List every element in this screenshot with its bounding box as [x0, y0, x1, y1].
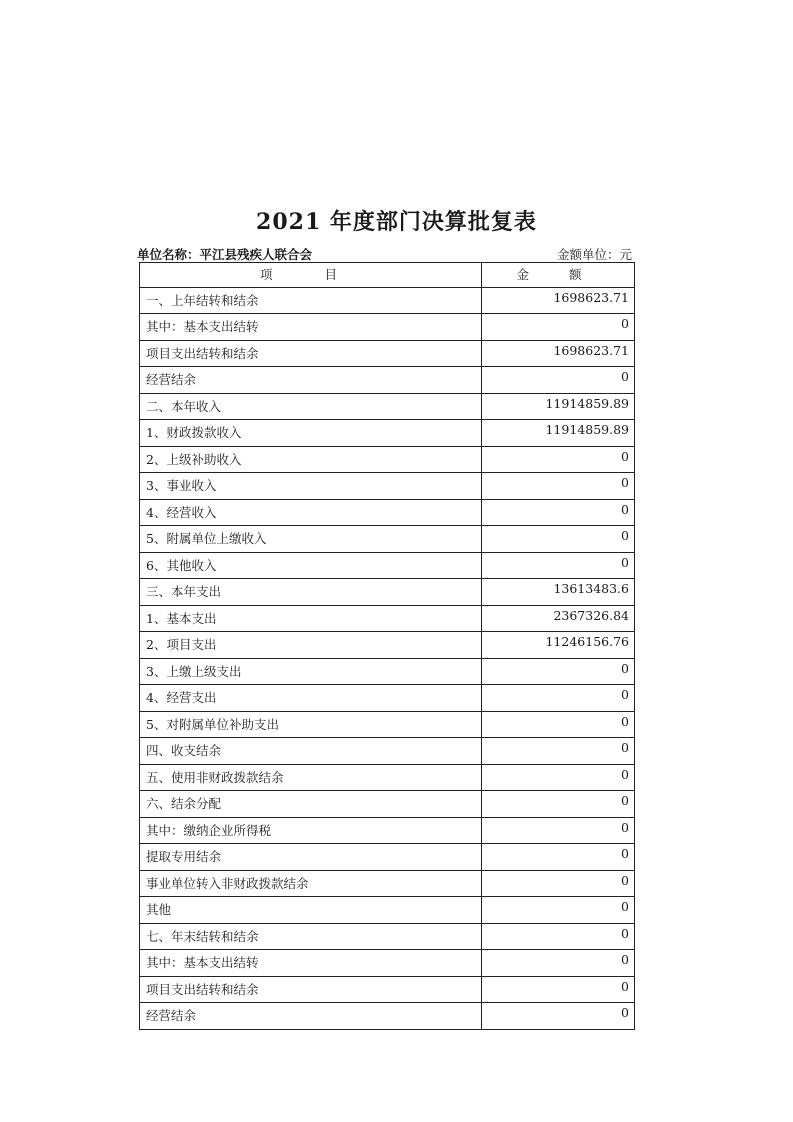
row-amount-value: 0 [482, 446, 635, 473]
row-item-label: 其他 [140, 897, 482, 924]
unit-name-label: 单位名称：平江县残疾人联合会 [137, 247, 313, 262]
row-item-label: 1、财政拨款收入 [140, 420, 482, 447]
table-row [140, 499, 635, 526]
table-header-row [140, 263, 635, 288]
row-amount-value: 11246156.76 [482, 632, 635, 659]
row-item-label: 3、事业收入 [140, 473, 482, 500]
row-amount-value: 0 [482, 552, 635, 579]
row-item-label: 其中：基本支出结转 [140, 314, 482, 341]
row-amount-value: 13613483.6 [482, 579, 635, 606]
row-amount-value: 0 [482, 658, 635, 685]
row-amount-value: 0 [482, 844, 635, 871]
column-header-item: 项 目 [140, 263, 482, 288]
row-item-label: 4、经营收入 [140, 499, 482, 526]
table-row [140, 791, 635, 818]
table-row [140, 393, 635, 420]
row-item-label: 经营结余 [140, 367, 482, 394]
row-item-label: 5、对附属单位补助支出 [140, 711, 482, 738]
table-row [140, 367, 635, 394]
row-item-label: 5、附属单位上缴收入 [140, 526, 482, 553]
table-row [140, 817, 635, 844]
row-amount-value: 0 [482, 817, 635, 844]
row-amount-value: 2367326.84 [482, 605, 635, 632]
row-item-label: 1、基本支出 [140, 605, 482, 632]
row-item-label: 其中：缴纳企业所得税 [140, 817, 482, 844]
row-item-label: 三、本年支出 [140, 579, 482, 606]
row-item-label: 其中：基本支出结转 [140, 950, 482, 977]
row-amount-value: 0 [482, 738, 635, 765]
row-item-label: 六、结余分配 [140, 791, 482, 818]
row-amount-value: 0 [482, 923, 635, 950]
row-item-label: 五、使用非财政拨款结余 [140, 764, 482, 791]
page-title: 2021 年度部门决算批复表 [256, 209, 537, 235]
table-row [140, 526, 635, 553]
row-amount-value: 0 [482, 791, 635, 818]
row-amount-value: 0 [482, 870, 635, 897]
table-row [140, 473, 635, 500]
table-row [140, 658, 635, 685]
row-item-label: 项目支出结转和结余 [140, 976, 482, 1003]
currency-unit-label: 金额单位：元 [556, 247, 632, 262]
table-row [140, 711, 635, 738]
table-row [140, 605, 635, 632]
row-amount-value: 0 [482, 764, 635, 791]
table-meta [137, 245, 632, 263]
row-amount-value: 0 [482, 367, 635, 394]
table-row [140, 950, 635, 977]
table-row [140, 632, 635, 659]
table-row [140, 738, 635, 765]
row-amount-value: 0 [482, 499, 635, 526]
table-row [140, 844, 635, 871]
row-item-label: 二、本年收入 [140, 393, 482, 420]
budget-approval-table [139, 262, 635, 1030]
row-item-label: 2、项目支出 [140, 632, 482, 659]
row-item-label: 一、上年结转和结余 [140, 287, 482, 314]
row-amount-value: 0 [482, 1003, 635, 1030]
row-item-label: 事业单位转入非财政拨款结余 [140, 870, 482, 897]
row-item-label: 3、上缴上级支出 [140, 658, 482, 685]
row-amount-value: 0 [482, 711, 635, 738]
row-item-label: 四、收支结余 [140, 738, 482, 765]
table-row [140, 764, 635, 791]
table-row [140, 579, 635, 606]
row-amount-value: 0 [482, 314, 635, 341]
table-row [140, 340, 635, 367]
row-amount-value: 0 [482, 976, 635, 1003]
row-item-label: 七、年末结转和结余 [140, 923, 482, 950]
row-item-label: 提取专用结余 [140, 844, 482, 871]
table-row [140, 976, 635, 1003]
row-amount-value: 1698623.71 [482, 340, 635, 367]
row-item-label: 2、上级补助收入 [140, 446, 482, 473]
table-row [140, 870, 635, 897]
row-item-label: 6、其他收入 [140, 552, 482, 579]
row-amount-value: 11914859.89 [482, 393, 635, 420]
table-row [140, 897, 635, 924]
row-amount-value: 0 [482, 685, 635, 712]
column-header-amount: 金 额 [482, 263, 635, 288]
table-row [140, 420, 635, 447]
row-item-label: 项目支出结转和结余 [140, 340, 482, 367]
row-amount-value: 0 [482, 950, 635, 977]
table-row [140, 446, 635, 473]
row-amount-value: 1698623.71 [482, 287, 635, 314]
row-amount-value: 0 [482, 897, 635, 924]
table-row [140, 314, 635, 341]
row-amount-value: 11914859.89 [482, 420, 635, 447]
row-item-label: 经营结余 [140, 1003, 482, 1030]
table-row [140, 552, 635, 579]
row-amount-value: 0 [482, 526, 635, 553]
table-row [140, 685, 635, 712]
table-row [140, 923, 635, 950]
table-row [140, 287, 635, 314]
table-body [140, 287, 635, 1029]
row-item-label: 4、经营支出 [140, 685, 482, 712]
table-row [140, 1003, 635, 1030]
row-amount-value: 0 [482, 473, 635, 500]
